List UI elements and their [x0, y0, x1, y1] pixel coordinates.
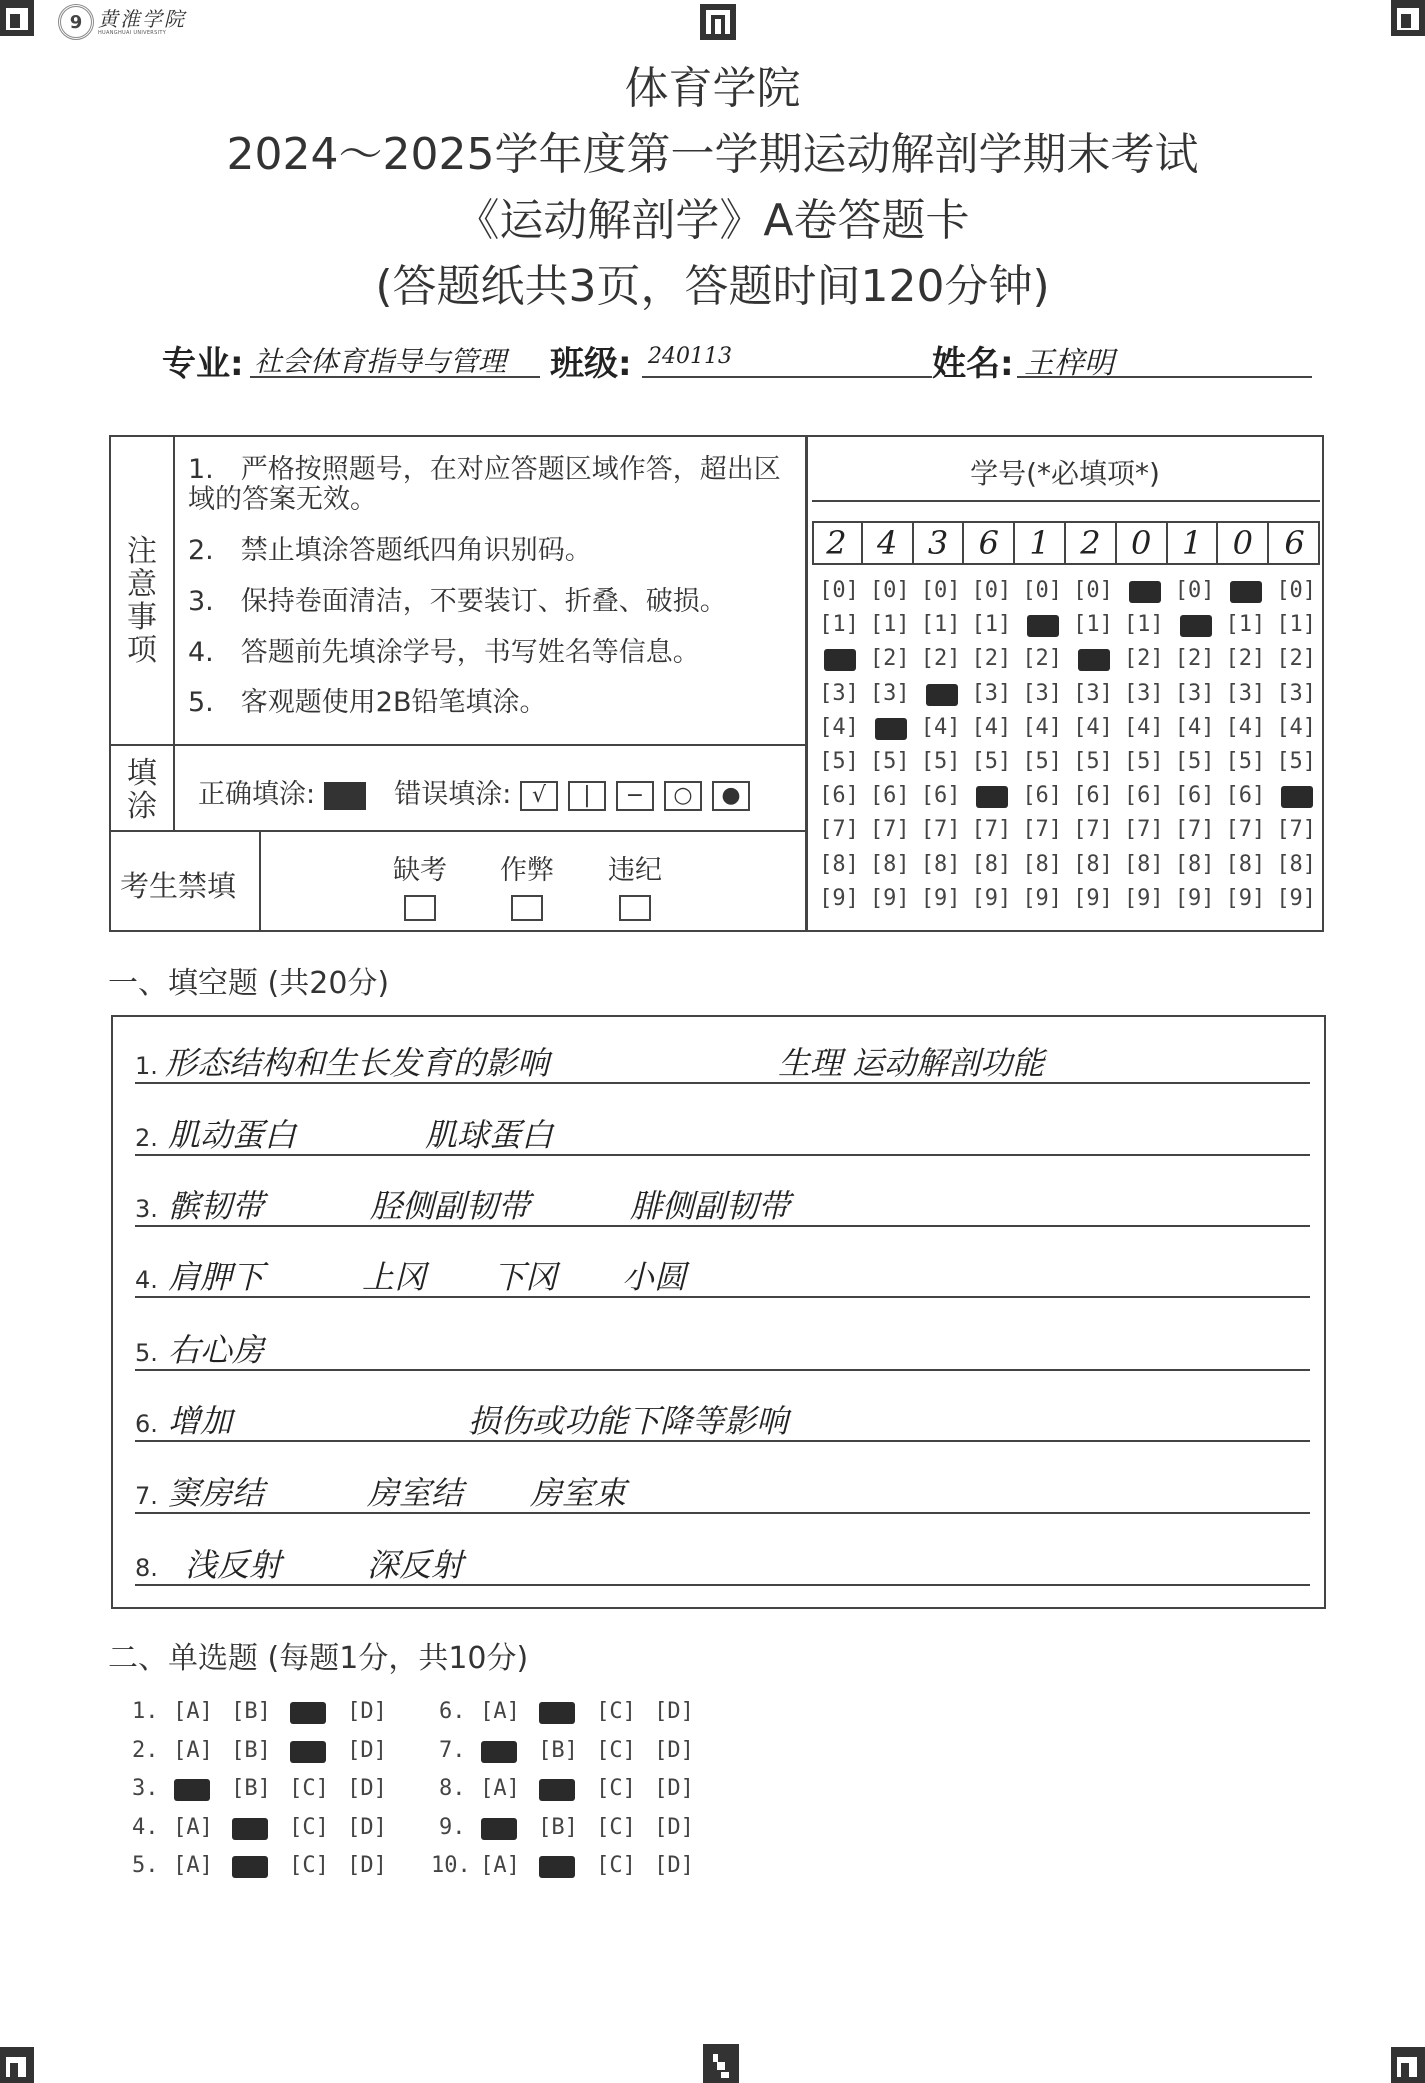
registration-marker-bottom-center: [703, 2044, 739, 2083]
student-id-bubble[interactable]: [1]: [1073, 612, 1113, 638]
university-logo: [58, 2, 218, 42]
mc-option-d[interactable]: [D]: [654, 1853, 694, 1878]
handwritten-answer[interactable]: 形态结构和生长发育的影响: [165, 1044, 550, 1082]
student-id-bubble[interactable]: [7]: [1225, 817, 1266, 843]
student-id-bubble[interactable]: [5]: [920, 749, 961, 774]
mc-option-b-filled[interactable]: [226, 1815, 276, 1840]
mc-option-c-filled[interactable]: [284, 1699, 334, 1724]
student-id-bubble[interactable]: [4]: [920, 714, 961, 740]
student-id-bubble[interactable]: [3]: [869, 680, 910, 706]
student-id-bubble[interactable]: [8]: [1123, 851, 1164, 877]
student-id-bubble[interactable]: [6]: [1225, 783, 1266, 809]
student-id-bubble[interactable]: [0]: [819, 578, 859, 603]
student-id-bubble[interactable]: [1]: [1123, 612, 1164, 638]
student-id-bubble[interactable]: [8]: [920, 851, 961, 877]
mc-option-b[interactable]: [B]: [538, 1814, 578, 1840]
student-id-bubble[interactable]: [8]: [971, 851, 1012, 877]
student-id-bubble[interactable]: [0]: [1276, 578, 1317, 603]
student-id-bubble[interactable]: [1]: [819, 612, 859, 638]
violation-checkbox[interactable]: [619, 895, 651, 921]
student-id-bubble[interactable]: [7]: [1174, 817, 1215, 843]
mc-question-number: 3.: [132, 1776, 159, 1801]
notice-item-3: 3. 保持卷面清洁，不要装订、折叠、破损。: [188, 586, 727, 617]
mc-option-b-filled[interactable]: [226, 1853, 276, 1878]
university-name-en: HUANGHUAI UNIVERSITY: [98, 29, 167, 36]
absent-label: 缺考: [393, 855, 447, 886]
mc-option-a-filled[interactable]: [168, 1776, 218, 1801]
fill-guide-row: [198, 772, 760, 811]
notice-item-2: 2. 禁止填涂答题纸四角识别码。: [188, 535, 592, 566]
student-id-bubble[interactable]: [7]: [920, 817, 961, 843]
mc-question-number: 1.: [132, 1699, 159, 1724]
major-field[interactable]: 社会体育指导与管理: [254, 345, 507, 378]
mc-option-b-filled[interactable]: [533, 1776, 583, 1801]
mc-option-d[interactable]: [D]: [347, 1737, 387, 1763]
mc-option-c[interactable]: [C]: [289, 1853, 329, 1878]
handwritten-answer[interactable]: 房室结: [367, 1474, 464, 1512]
handwritten-answer[interactable]: 胫侧副韧带: [370, 1187, 531, 1225]
absent-checkbox[interactable]: [404, 895, 436, 921]
student-id-title: 学号(*必填项*): [970, 457, 1160, 490]
student-id-bubble[interactable]: [5]: [1022, 749, 1063, 774]
student-id-bubble[interactable]: [4]: [1276, 714, 1317, 740]
student-id-bubble[interactable]: [7]: [1073, 817, 1113, 843]
cheating-label: 作弊: [500, 855, 554, 886]
student-id-bubble[interactable]: [6]: [869, 783, 910, 809]
student-id-bubble[interactable]: [5]: [1073, 749, 1113, 774]
answer-underline: [135, 1154, 1310, 1156]
handwritten-answer[interactable]: 浅反射: [185, 1546, 282, 1584]
student-id-digit[interactable]: 4: [863, 522, 914, 564]
student-id-bubble[interactable]: [1]: [971, 612, 1012, 638]
student-id-bubble[interactable]: [0]: [971, 578, 1012, 603]
student-id-bubble[interactable]: [3]: [819, 680, 859, 706]
student-id-bubble[interactable]: [8]: [1073, 851, 1113, 877]
handwritten-answer[interactable]: 损伤或功能下降等影响: [468, 1402, 789, 1440]
answer-underline: [135, 1584, 1310, 1586]
handwritten-answer[interactable]: 髌韧带: [168, 1187, 265, 1225]
answer-underline: [135, 1296, 1310, 1298]
student-id-bubble[interactable]: [9]: [1225, 885, 1266, 911]
student-id-digit[interactable]: 0: [1218, 522, 1269, 564]
student-id-bubble-filled[interactable]: [1170, 612, 1220, 637]
exam-title: 2024～2025学年度第一学期运动解剖学期末考试: [226, 129, 1199, 180]
student-id-bubble[interactable]: [2]: [1276, 646, 1317, 672]
name-field[interactable]: 王梓明: [1024, 346, 1114, 381]
university-seal-icon: 9: [58, 4, 94, 40]
mc-option-a[interactable]: [A]: [173, 1737, 213, 1763]
student-id-bubble[interactable]: [2]: [1022, 646, 1063, 672]
mc-option-c[interactable]: [C]: [596, 1814, 636, 1840]
mc-option-b[interactable]: [B]: [538, 1737, 578, 1763]
mc-option-d[interactable]: [D]: [654, 1814, 694, 1840]
question-number: 6.: [135, 1410, 158, 1438]
mc-option-d[interactable]: [D]: [654, 1737, 694, 1763]
mc-question-number: 8.: [439, 1776, 466, 1801]
student-id-bubble[interactable]: [8]: [1225, 851, 1266, 877]
student-id-bubble[interactable]: [4]: [1073, 714, 1113, 740]
student-id-bubble[interactable]: [3]: [971, 680, 1012, 706]
student-id-bubble[interactable]: [4]: [1174, 714, 1215, 740]
student-id-bubble[interactable]: [9]: [1073, 885, 1113, 911]
mc-option-a[interactable]: [A]: [173, 1853, 213, 1878]
mc-option-a[interactable]: [A]: [480, 1776, 520, 1801]
mc-question-number: 9.: [439, 1814, 466, 1840]
student-id-digit[interactable]: 1: [1015, 522, 1066, 564]
college-title: 体育学院: [624, 63, 801, 114]
student-id-bubble[interactable]: [2]: [920, 646, 961, 672]
student-id-bubble[interactable]: [2]: [1174, 646, 1215, 672]
student-id-bubble[interactable]: [7]: [869, 817, 910, 843]
mc-option-a[interactable]: [A]: [480, 1853, 520, 1878]
mc-option-c[interactable]: [C]: [596, 1776, 636, 1801]
mc-option-d[interactable]: [D]: [654, 1776, 694, 1801]
handwritten-answer[interactable]: 肌动蛋白: [168, 1116, 297, 1154]
paper-title: 《运动解剖学》A卷答题卡: [455, 195, 970, 246]
student-id-bubble[interactable]: [9]: [1123, 885, 1164, 911]
cheating-checkbox[interactable]: [511, 895, 543, 921]
student-id-bubble[interactable]: [1]: [1276, 612, 1317, 638]
student-id-bubble[interactable]: [5]: [1225, 749, 1266, 774]
student-id-bubble[interactable]: [6]: [920, 783, 961, 809]
mc-option-a-filled[interactable]: [475, 1738, 525, 1763]
student-id-bubble[interactable]: [7]: [1123, 817, 1164, 843]
mc-option-d[interactable]: [D]: [347, 1776, 387, 1801]
mc-option-d[interactable]: [D]: [654, 1699, 694, 1724]
fill-in-blank-area: [111, 1015, 1326, 1609]
student-id-bubble[interactable]: [8]: [819, 851, 859, 877]
mc-option-d[interactable]: [D]: [347, 1814, 387, 1840]
wrong-fill-line-example: |: [568, 781, 606, 811]
student-id-bubble[interactable]: [5]: [819, 749, 859, 774]
student-id-bubble[interactable]: [5]: [869, 749, 910, 774]
student-id-bubble[interactable]: [2]: [1225, 646, 1266, 672]
student-id-bubble[interactable]: [3]: [1174, 680, 1215, 706]
student-id-bubble[interactable]: [4]: [1123, 714, 1164, 740]
wrong-fill-circle-example: ○: [664, 781, 702, 811]
section1-title: 一、填空题 (共20分): [108, 966, 390, 1001]
mc-option-b-filled[interactable]: [533, 1853, 583, 1878]
mc-option-c[interactable]: [C]: [289, 1814, 329, 1840]
notice-label: 注意事项: [127, 534, 157, 668]
handwritten-answer[interactable]: 小圆: [622, 1258, 687, 1296]
student-id-digit[interactable]: 0: [1117, 522, 1168, 564]
student-id-bubble-filled[interactable]: [1119, 578, 1169, 603]
student-id-digit[interactable]: 1: [1168, 522, 1219, 564]
student-id-bubble[interactable]: [5]: [971, 749, 1012, 774]
mc-option-d[interactable]: [D]: [347, 1853, 387, 1878]
student-id-bubble[interactable]: [5]: [1174, 749, 1215, 774]
registration-marker-top-center: [700, 4, 736, 40]
absent-check-group: [385, 848, 455, 925]
mc-option-b[interactable]: [B]: [231, 1737, 271, 1763]
section2-title: 二、单选题 (每题1分，共10分): [108, 1641, 529, 1676]
student-id-bubble[interactable]: [3]: [1022, 680, 1063, 706]
wrong-fill-dash-example: −: [616, 781, 654, 811]
student-id-bubble[interactable]: [3]: [1225, 680, 1266, 706]
cheating-check-group: [492, 848, 562, 925]
student-id-bubble[interactable]: [3]: [1073, 680, 1113, 706]
student-id-bubble-filled[interactable]: [1068, 646, 1118, 671]
paper-note: (答题纸共3页，答题时间120分钟): [375, 261, 1050, 312]
class-label: 班级:: [550, 344, 632, 384]
student-id-bubble[interactable]: [3]: [1123, 680, 1164, 706]
handwritten-answer[interactable]: 右心房: [168, 1331, 265, 1369]
fill-guide-label: 填涂: [127, 756, 157, 824]
answer-underline: [135, 1512, 1310, 1514]
student-id-bubble[interactable]: [8]: [869, 851, 910, 877]
handwritten-answer[interactable]: 上冈: [362, 1258, 427, 1296]
student-id-digit[interactable]: 6: [964, 522, 1015, 564]
mc-option-d[interactable]: [D]: [347, 1699, 387, 1724]
student-id-digit[interactable]: 3: [914, 522, 965, 564]
student-id-bubble-filled[interactable]: [814, 646, 864, 671]
student-id-digit[interactable]: 2: [1066, 522, 1117, 564]
student-id-bubble[interactable]: [0]: [1022, 578, 1063, 603]
mc-question-number: 4.: [132, 1814, 159, 1840]
violation-label: 违纪: [608, 855, 662, 886]
class-field[interactable]: 240113: [648, 344, 732, 369]
correct-fill-sample: [324, 782, 366, 810]
handwritten-answer[interactable]: 增加: [168, 1402, 233, 1440]
student-id-bubble[interactable]: [6]: [1123, 783, 1164, 809]
mc-option-a[interactable]: [A]: [173, 1814, 213, 1840]
handwritten-answer[interactable]: 腓侧副韧带: [630, 1187, 791, 1225]
question-number: 3.: [135, 1195, 158, 1223]
student-id-bubble[interactable]: [5]: [1276, 749, 1317, 774]
student-id-bubble[interactable]: [9]: [1022, 885, 1063, 911]
student-id-bubble[interactable]: [4]: [1022, 714, 1063, 740]
proctor-label: 考生禁填: [120, 869, 237, 903]
student-id-bubble-filled[interactable]: [916, 681, 966, 706]
mc-option-c[interactable]: [C]: [289, 1776, 329, 1801]
student-id-bubble[interactable]: [7]: [971, 817, 1012, 843]
wrong-fill-check-example: √: [520, 781, 558, 811]
question-number: 1.: [135, 1052, 158, 1080]
student-id-bubble[interactable]: [4]: [1225, 714, 1266, 740]
answer-underline: [135, 1369, 1310, 1371]
student-id-bubble[interactable]: [0]: [920, 578, 961, 603]
registration-marker-bottom-left: [0, 2047, 34, 2083]
question-number: 7.: [135, 1482, 158, 1510]
mc-option-b[interactable]: [B]: [231, 1776, 271, 1801]
student-id-bubble[interactable]: [9]: [1174, 885, 1215, 911]
notice-item-1: 1. 严格按照题号，在对应答题区域作答，超出区域的答案无效。: [188, 454, 781, 515]
question-number: 2.: [135, 1124, 158, 1152]
student-id-bubble[interactable]: [9]: [920, 885, 961, 911]
university-name-cn: 黄淮学院: [98, 6, 186, 31]
wrong-fill-dot-example: ●: [712, 781, 750, 811]
student-id-bubble[interactable]: [4]: [971, 714, 1012, 740]
student-id-bubble[interactable]: [9]: [1276, 885, 1317, 911]
student-id-bubble[interactable]: [8]: [1022, 851, 1063, 877]
mc-option-a[interactable]: [A]: [173, 1699, 213, 1724]
student-id-bubble[interactable]: [9]: [819, 885, 859, 911]
registration-marker-top-right: [1391, 0, 1425, 36]
name-label: 姓名:: [932, 344, 1014, 384]
mc-option-c[interactable]: [C]: [596, 1853, 636, 1878]
student-info-row: [162, 336, 1312, 386]
major-label: 专业:: [162, 344, 244, 384]
handwritten-answer[interactable]: 肌球蛋白: [425, 1116, 554, 1154]
student-id-bubble[interactable]: [2]: [971, 646, 1012, 672]
student-id-bubble[interactable]: [1]: [1225, 612, 1266, 638]
student-id-bubble[interactable]: [8]: [1276, 851, 1317, 877]
student-id-bubble[interactable]: [6]: [1073, 783, 1113, 809]
registration-marker-top-left: [0, 0, 34, 36]
question-number: 4.: [135, 1266, 158, 1294]
student-id-bubble[interactable]: [0]: [1174, 578, 1215, 603]
student-id-bubble[interactable]: [6]: [1174, 783, 1215, 809]
question-number: 5.: [135, 1339, 158, 1367]
mc-option-b-filled[interactable]: [533, 1699, 583, 1724]
student-id-bubble[interactable]: [1]: [920, 612, 961, 638]
student-id-bubble[interactable]: [9]: [971, 885, 1012, 911]
student-id-bubble[interactable]: [6]: [819, 783, 859, 809]
student-id-bubble[interactable]: [0]: [1073, 578, 1113, 603]
mc-question-number: 10.: [431, 1853, 471, 1878]
student-id-bubble[interactable]: [6]: [1022, 783, 1063, 809]
student-id-bubble[interactable]: [4]: [819, 714, 859, 740]
student-id-bubble[interactable]: [2]: [869, 646, 910, 672]
student-id-bubble[interactable]: [7]: [1276, 817, 1317, 843]
correct-fill-label: 正确填涂:: [198, 779, 316, 810]
notice-item-4: 4. 答题前先填涂学号，书写姓名等信息。: [188, 637, 700, 668]
student-id-bubble[interactable]: [9]: [869, 885, 910, 911]
student-id-bubble[interactable]: [1]: [869, 612, 910, 638]
handwritten-answer[interactable]: 下冈: [493, 1258, 558, 1296]
mc-option-a-filled[interactable]: [475, 1815, 525, 1840]
handwritten-answer[interactable]: 深反射: [367, 1546, 464, 1584]
student-id-bubble[interactable]: [7]: [1022, 817, 1063, 843]
mc-question-number: 7.: [439, 1737, 466, 1763]
student-id-bubble[interactable]: [8]: [1174, 851, 1215, 877]
mc-question-number: 2.: [132, 1737, 159, 1763]
wrong-fill-label: 错误填涂:: [394, 779, 512, 810]
student-id-bubble[interactable]: [5]: [1123, 749, 1164, 774]
violation-check-group: [600, 848, 670, 925]
student-id-digit[interactable]: 2: [812, 522, 863, 564]
student-id-bubble[interactable]: [3]: [1276, 680, 1317, 706]
mc-option-a[interactable]: [A]: [480, 1699, 520, 1724]
mc-option-c[interactable]: [C]: [596, 1737, 636, 1763]
question-number: 8.: [135, 1554, 158, 1582]
student-id-bubble-filled[interactable]: [865, 715, 915, 740]
registration-marker-bottom-right: [1391, 2047, 1425, 2083]
student-id-bubble[interactable]: [0]: [869, 578, 910, 603]
student-id-digit[interactable]: 6: [1284, 524, 1305, 562]
mc-question-number: 6.: [439, 1699, 466, 1724]
student-id-bubble[interactable]: [2]: [1123, 646, 1164, 672]
handwritten-answer[interactable]: 房室束: [530, 1474, 627, 1512]
notice-item-5: 5. 客观题使用2B铅笔填涂。: [188, 687, 547, 718]
mc-option-b[interactable]: [B]: [231, 1699, 271, 1724]
handwritten-answer[interactable]: 肩胛下: [168, 1258, 265, 1296]
student-id-bubble[interactable]: [7]: [819, 817, 859, 843]
handwritten-answer[interactable]: 窦房结: [168, 1474, 265, 1512]
mc-option-c-filled[interactable]: [284, 1738, 334, 1763]
mc-option-c[interactable]: [C]: [596, 1699, 636, 1724]
handwritten-answer[interactable]: 生理 运动解剖功能: [778, 1044, 1045, 1082]
mc-question-number: 5.: [132, 1853, 159, 1878]
student-id-bubble-filled[interactable]: [1220, 578, 1270, 603]
student-id-bubble-filled[interactable]: [1271, 783, 1321, 808]
student-id-bubble-filled[interactable]: [966, 783, 1016, 808]
student-id-bubble-filled[interactable]: [1017, 612, 1067, 637]
